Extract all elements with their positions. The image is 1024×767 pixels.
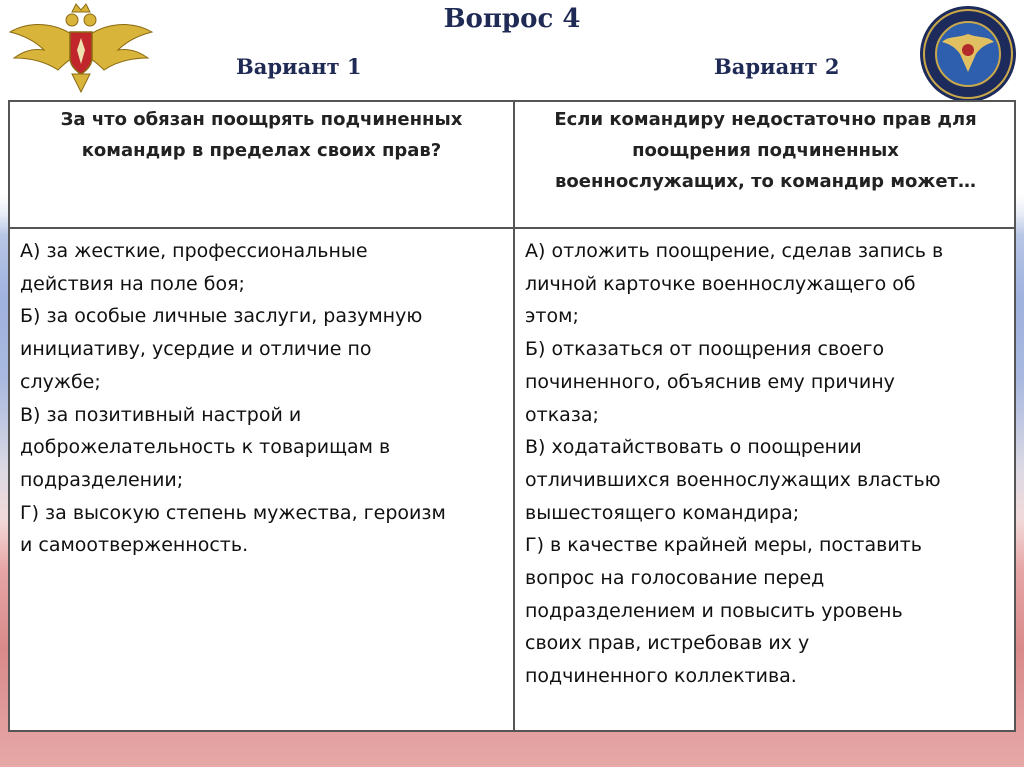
answer-line: вышестоящего командира;: [525, 501, 800, 524]
variant-1-question: [10, 102, 513, 229]
answer-line: отказа;: [525, 403, 599, 426]
answer-line: В) за позитивный настрой и: [20, 403, 302, 426]
page-title: Вопрос 4: [443, 4, 581, 34]
question-line: Если командиру недостаточно прав для: [554, 109, 977, 130]
answer-line: починенного, объяснив ему причину: [525, 370, 895, 393]
variant-2-column: [513, 102, 1016, 730]
answer-line: личной карточке военнослужащего об: [525, 272, 916, 295]
variant-1-label: Вариант 1: [236, 54, 362, 79]
answer-line: Б) за особые личные заслуги, разумную: [20, 305, 423, 328]
answer-line: отличившихся военнослужащих властью: [525, 468, 941, 491]
answer-line: подчиненного коллектива.: [525, 665, 797, 688]
answer-line: А) за жесткие, профессиональные: [20, 240, 368, 262]
answer-line: вопрос на голосование перед: [525, 567, 825, 590]
answer-line: действия на поле боя;: [20, 272, 245, 295]
answer-line: этом;: [525, 305, 579, 328]
variant-2-answers: [515, 229, 1016, 693]
answer-line: подразделением и повысить уровень: [525, 599, 903, 622]
question-line: За что обязан поощрять подчиненных: [60, 109, 463, 130]
answer-line: подразделении;: [20, 468, 184, 491]
answer-line: инициативу, усердие и отличие по: [20, 338, 372, 361]
variant-2-question: [515, 102, 1016, 229]
variant-2-label: Вариант 2: [714, 54, 840, 79]
answer-line: службе;: [20, 370, 101, 393]
eagle-emblem-icon: [6, 2, 156, 94]
academy-seal-icon: [918, 4, 1018, 104]
question-line: поощрения подчиненных: [632, 140, 899, 161]
variant-1-answers: [10, 229, 513, 562]
question-line: военнослужащих, то командир может…: [555, 171, 976, 192]
question-line: командир в пределах своих прав?: [81, 140, 442, 161]
answer-line: Б) отказаться от поощрения своего: [525, 338, 885, 361]
answer-line: Г) за высокую степень мужества, героизм: [20, 501, 446, 524]
answer-line: Г) в качестве крайней меры, поставить: [525, 534, 922, 557]
answer-line: и самоотверженность.: [20, 534, 249, 557]
questions-table: [8, 100, 1016, 732]
variant-1-column: [10, 102, 513, 730]
answer-line: своих прав, истребовав их у: [525, 632, 810, 655]
answer-line: В) ходатайствовать о поощрении: [525, 436, 862, 459]
answer-line: доброжелательность к товарищам в: [20, 436, 391, 459]
answer-line: А) отложить поощрение, сделав запись в: [525, 240, 944, 262]
